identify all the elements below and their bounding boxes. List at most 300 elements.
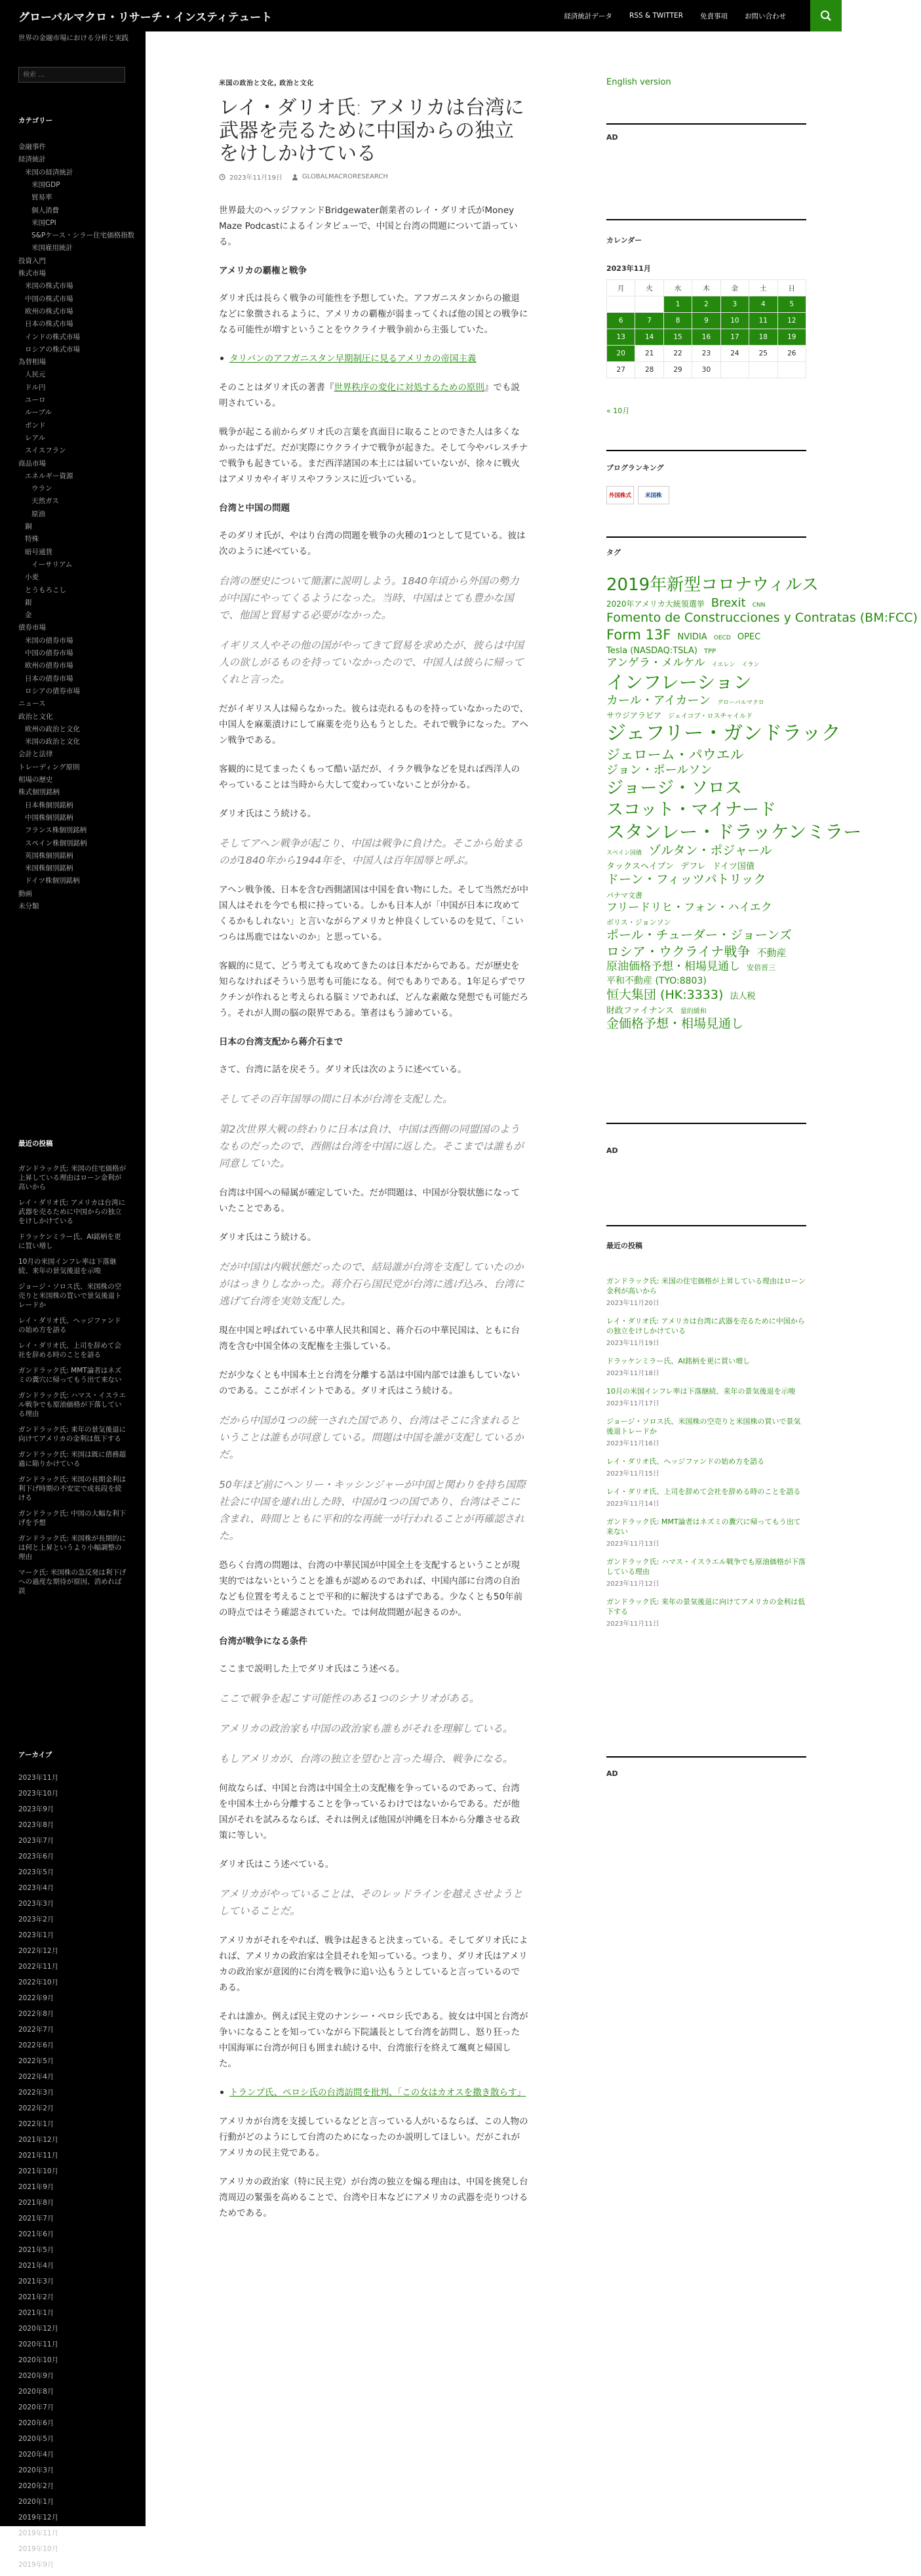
archive-link[interactable]: 2023年3月 xyxy=(18,1900,54,1908)
category-item[interactable]: 投資入門 xyxy=(18,256,46,265)
recent-post-link[interactable]: ガンドラック氏: 米国株が長期的には何と上昇というより小幅調整の理由 xyxy=(18,1535,127,1561)
recent-post-link[interactable]: ガンドラック氏: 米国の住宅価格が上昇している理由はローン金利が高いから xyxy=(606,1277,806,1295)
tag-link[interactable]: イラン xyxy=(741,662,760,669)
nav-item-1[interactable]: RSS & TWITTER xyxy=(629,12,683,20)
us-stock-banner[interactable]: 米国株 xyxy=(638,486,669,504)
category-item[interactable]: エネルギー資源 xyxy=(25,472,73,480)
category-item[interactable]: トレーディング原則 xyxy=(18,763,80,771)
search-button[interactable] xyxy=(810,0,842,31)
calendar-day[interactable]: 14 xyxy=(635,329,663,346)
tag-link[interactable]: スタンレー・ドラッケンミラー xyxy=(606,821,862,843)
tag-link[interactable]: フリードリヒ・フォン・ハイエク xyxy=(606,901,772,914)
calendar-table xyxy=(606,279,806,378)
calendar-day xyxy=(749,362,777,378)
category-item[interactable]: 株式市場 xyxy=(18,270,46,277)
paragraph-text: そのことはダリオ氏の著書『 xyxy=(219,382,334,393)
tag-link[interactable]: ゾルタン・ポジャール xyxy=(648,843,772,858)
category-item[interactable]: 米国の債券市場 xyxy=(25,636,73,645)
paragraph: アメリカの政治家（特に民主党）が台湾の独立を煽る理由は、中国を挑発し台湾周辺の緊張を高めることで、台湾や日本などにアメリカの武器を売りつけるためである。 xyxy=(219,2177,528,2219)
blockquote: そしてその百年国辱の間に日本が台湾を支配した。 xyxy=(219,1093,453,1105)
tag-link[interactable]: ジェフリー・ガンドラック xyxy=(606,722,841,745)
blockquote: だが中国は内戦状態だったので、結局誰が台湾を支配していたのかがはっきりしなかった。蒋介石ら国民党が台湾に逃げ込み、台湾に逃げて台湾を実効支配した。 xyxy=(219,1261,524,1307)
category-item[interactable]: フランス株個別銘柄 xyxy=(25,826,87,835)
category-item[interactable]: S&Pケース・シラー住宅価格指数 xyxy=(31,231,135,240)
recent-post-date: 2023年11月20日 xyxy=(606,1300,659,1307)
category-item[interactable]: 原油 xyxy=(31,510,45,518)
archive-link[interactable]: 2022年2月 xyxy=(18,2104,54,2112)
nav-item-2[interactable]: 免責事項 xyxy=(700,12,728,20)
tag-link[interactable]: スペイン国債 xyxy=(606,850,642,857)
paragraph: 恐らく台湾の問題は、台湾の中華民国が中国全土を支配するということが現実的ではないということを誰もが認めるのであれば、中国内部に台湾の自治なども位置を考えることで平和的に解決するはずである。少なくとも50年前の時点ではそう確認されていた。では何故問題が起きるのか。 xyxy=(219,1560,523,1618)
recent-post-date: 2023年11月17日 xyxy=(606,1400,659,1407)
recent-post-link[interactable]: ガンドラック氏: 米国の住宅価格が上昇している理由はローン金利が高いから xyxy=(18,1165,127,1191)
blockquote: ここで戦争を起こす可能性のある1つのシナリオがある。 xyxy=(219,1693,480,1704)
archive-link[interactable]: 2020年2月 xyxy=(18,2482,54,2490)
category-item[interactable]: 未分類 xyxy=(18,902,39,910)
tag-link[interactable]: ジョージ・ソロス xyxy=(606,778,742,799)
paragraph: アヘン戦争後、日本を含む西側諸国は中国を食い物にした。そして当然だが中国人はそれを今でも根に持っている。しかも日本人が「中国が日本に攻めてくるかもしれない」と言いながらアメリカと仲良くしているのを見て、「こいつらは馬鹿ではないのか」と思っている。 xyxy=(219,885,528,942)
post-meta xyxy=(219,172,528,182)
section-heading: アメリカの覇権と戦争 xyxy=(219,266,307,276)
archive-link[interactable]: 2020年9月 xyxy=(18,2372,54,2380)
tag-link[interactable]: ドイツ国債 xyxy=(712,862,754,872)
archive-link[interactable]: 2021年4月 xyxy=(18,2262,54,2270)
tag-link[interactable]: 原油価格予想・相場見通し xyxy=(606,960,740,973)
calendar-day: 21 xyxy=(635,346,663,362)
archive-link[interactable]: 2023年6月 xyxy=(18,1853,54,1861)
archive-link[interactable]: 2021年6月 xyxy=(18,2230,54,2238)
archive-link[interactable]: 2023年10月 xyxy=(18,1790,59,1798)
category-item[interactable]: 米国の政治と文化 xyxy=(25,738,80,746)
category-item[interactable]: ニュース xyxy=(18,700,46,708)
category-item[interactable]: 相場の歴史 xyxy=(18,776,53,784)
archive-link[interactable]: 2022年3月 xyxy=(18,2089,54,2097)
calendar-day[interactable]: 3 xyxy=(720,296,749,313)
archive-link[interactable]: 2022年8月 xyxy=(18,2010,54,2018)
widget-divider xyxy=(606,123,806,125)
recent-post-link[interactable]: ガンドラック氏: 米国の長期金利は利下げ時期の不安定で成長段を続ける xyxy=(18,1476,127,1502)
category-item[interactable]: 欧州の株式市場 xyxy=(25,307,73,315)
calendar-day[interactable]: 15 xyxy=(663,329,692,346)
archive-link[interactable]: 2023年11月 xyxy=(18,1774,59,1782)
tag-link[interactable]: NVIDIA xyxy=(677,632,707,642)
archive-link[interactable]: 2020年12月 xyxy=(18,2325,59,2333)
tag-link[interactable]: 量的緩和 xyxy=(680,1007,707,1015)
tag-link[interactable]: タックスヘイブン xyxy=(606,862,674,872)
recent-post-link[interactable]: レイ・ダリオ氏、上司を辞めて会社を辞める時のことを語る xyxy=(606,1487,801,1496)
category-item[interactable]: 銅 xyxy=(25,523,32,531)
blockquote: もしアメリカが、台湾の独立を望むと言った場合、戦争になる。 xyxy=(219,1753,513,1765)
calendar-day[interactable]: 10 xyxy=(720,313,749,329)
category-item[interactable]: ドル円 xyxy=(25,383,46,392)
category-item[interactable]: 個人消費 xyxy=(31,206,59,214)
archive-link[interactable]: 2022年10月 xyxy=(18,1979,59,1986)
calendar-week xyxy=(607,296,806,313)
archive-link[interactable]: 2021年10月 xyxy=(18,2167,59,2175)
category-item[interactable]: 動画 xyxy=(18,889,32,898)
tag-link[interactable]: OECD xyxy=(713,634,731,641)
calendar-prev-month[interactable]: « 10月 xyxy=(606,407,630,415)
calendar-weekday: 木 xyxy=(692,280,720,296)
calendar-day: 25 xyxy=(749,346,777,362)
category-item[interactable]: 貿易率 xyxy=(31,193,52,202)
category-item[interactable]: 金 xyxy=(25,611,32,620)
archive-link[interactable]: 2023年2月 xyxy=(18,1916,54,1923)
tag-link[interactable]: 金価格予想・相場見通し xyxy=(606,1016,744,1031)
category-item[interactable]: ポンド xyxy=(25,421,46,430)
tag-link[interactable]: パナマ文書 xyxy=(606,891,642,900)
category-item[interactable]: 米国の経済統計 xyxy=(25,168,73,176)
recent-posts-list xyxy=(18,1164,127,1602)
calendar-day: 28 xyxy=(635,362,663,378)
recent-post-item xyxy=(606,1356,806,1377)
tag-link[interactable]: OPEC xyxy=(737,632,761,642)
calendar-day[interactable]: 13 xyxy=(607,329,635,346)
widget-divider xyxy=(606,1756,806,1758)
category-item[interactable]: 中国の株式市場 xyxy=(25,294,73,303)
nav-item-0[interactable]: 経済統計データ xyxy=(564,12,613,20)
english-version-link[interactable]: English version xyxy=(606,77,671,87)
archive-link[interactable]: 2022年12月 xyxy=(18,1947,59,1955)
tag-link[interactable]: Tesla (NASDAQ:TSLA) xyxy=(606,646,697,656)
recent-post-link[interactable]: レイ・ダリオ氏: アメリカは台湾に武器を売るために中国からの独立をけしかけている xyxy=(18,1199,126,1225)
recent-post-link[interactable]: ガンドラック氏: MMT論者はネズミの糞穴に帰ってもう出て来ない xyxy=(606,1518,801,1536)
blockquote: だから中国が1つの統一された国であり、台湾はそこに含まれるということは誰もが同意している。問題は中国を誰が支配しているかだ。 xyxy=(219,1415,524,1460)
paragraph: さて、台湾に話を戻そう。ダリオ氏は次のように述べている。 xyxy=(219,1064,467,1075)
archive-link[interactable]: 2021年1月 xyxy=(18,2309,54,2317)
archive-link[interactable]: 2022年7月 xyxy=(18,2026,54,2034)
nav-item-3[interactable]: お問い合わせ xyxy=(745,12,786,20)
widget-divider xyxy=(606,450,806,451)
blockquote: 第2次世界大戦の終わりに日本は負け、中国は西側の同盟国のようなものだったので、西側は台湾を中国に返した。そこまでは誰もが同意していた。 xyxy=(219,1123,524,1169)
calendar-day: 23 xyxy=(692,346,720,362)
category-item[interactable]: 債券市場 xyxy=(18,624,46,632)
calendar-day xyxy=(720,362,749,378)
category-item[interactable]: 中国株個別銘柄 xyxy=(25,813,73,822)
tag-link[interactable]: 2020年アメリカ大統領選挙 xyxy=(606,599,705,609)
tag-link[interactable]: ボリス・ジョンソン xyxy=(606,918,671,927)
recent-post-link[interactable]: ガンドラック氏: ハマス・イスラエル戦争でも原油価格が下落している理由 xyxy=(606,1558,806,1576)
recent-post-link[interactable]: ドラッケンミラー氏、AI銘柄を更に買い増し xyxy=(18,1233,121,1250)
blockquote: 台湾の歴史について簡潔に説明しよう。1840年頃から外国の勢力が中国にやってくるようになった。当時、中国はとても豊かな国で、他国と貿易する必要がなかった。 xyxy=(219,575,519,621)
archive-link[interactable]: 2020年11月 xyxy=(18,2341,59,2348)
recent-post-link[interactable]: ガンドラック氏: MMT論者はネズミの糞穴に帰ってもう出て来ない xyxy=(18,1367,122,1384)
category-item[interactable]: 特殊 xyxy=(25,535,39,544)
calendar-weekday: 月 xyxy=(607,280,635,296)
category-item[interactable]: 商品市場 xyxy=(18,459,46,468)
related-link[interactable]: トランプ氏、ペロシ氏の台湾訪問を批判、「この女はカオスを撒き散らす」 xyxy=(219,2085,528,2101)
calendar-day[interactable]: 18 xyxy=(749,329,777,346)
category-item[interactable]: 株式個別銘柄 xyxy=(18,788,60,797)
category-item[interactable]: 経済統計 xyxy=(18,155,46,164)
calendar-day[interactable]: 1 xyxy=(663,296,692,313)
recent-post-item xyxy=(606,1487,806,1508)
archive-link[interactable]: 2021年5月 xyxy=(18,2246,54,2254)
calendar-day[interactable]: 20 xyxy=(607,346,635,362)
category-item[interactable]: 米国GDP xyxy=(31,180,60,189)
site-title[interactable]: グローバルマクロ・リサーチ・インスティテュート xyxy=(18,11,273,24)
recent-post-link[interactable]: マーク氏: 米国株の急反発は利下げへの過度な期待が原因、消めれば誤 xyxy=(18,1569,127,1595)
category-item[interactable]: 日本の株式市場 xyxy=(25,320,73,329)
tag-link[interactable]: ロシア・ウクライナ戦争 xyxy=(606,944,751,959)
paragraph: アメリカがそれをやれば、戦争は起きると決まっている。そしてダリオ氏によれば、アメリカの政治家は全員それを知っている。つまり、ダリオ氏はアメリカの政治家が意図的に台湾を戦争に追い込もうとしていると言っているのである。 xyxy=(219,1935,528,1993)
calendar-day[interactable]: 4 xyxy=(749,296,777,313)
tag-link[interactable]: ジョン・ポールソン xyxy=(606,763,713,777)
calendar-day[interactable]: 16 xyxy=(692,329,720,346)
calendar-day[interactable]: 12 xyxy=(777,313,806,329)
recent-post-link[interactable]: 10月の米国インフレ率は下落継続、来年の景気後退を示唆 xyxy=(606,1387,796,1396)
calendar-week xyxy=(607,362,806,378)
archive-link[interactable]: 2020年6月 xyxy=(18,2419,54,2427)
archive-link[interactable]: 2019年9月 xyxy=(18,2561,54,2569)
archive-link[interactable]: 2023年1月 xyxy=(18,1931,54,1939)
category-item[interactable]: とうもろこし xyxy=(25,586,66,594)
calendar-heading: カレンダー xyxy=(606,236,642,245)
category-item[interactable]: レアル xyxy=(25,433,46,442)
archive-link[interactable]: 2022年4月 xyxy=(18,2073,54,2081)
recent-post-link[interactable]: ジョージ・ソロス氏、米国株の空売りと米国株の買いで景気後退トレードか xyxy=(606,1417,801,1436)
recent-post-date: 2023年11月11日 xyxy=(606,1620,659,1628)
site-tagline: 世界の金融市場における分析と実践 xyxy=(18,34,128,42)
inline-link[interactable]: 世界秩序の変化に対処するための原則 xyxy=(334,382,484,393)
recent-post-link[interactable]: レイ・ダリオ氏、上司を辞めて会社を辞める時のことを語る xyxy=(18,1342,121,1359)
tag-link[interactable]: デフレ xyxy=(680,862,706,872)
archive-link[interactable]: 2021年9月 xyxy=(18,2183,54,2191)
sidebar-search-input[interactable] xyxy=(18,67,125,83)
recent-post-link[interactable]: ガンドラック氏: 米国は既に債務超過に陥りかけている xyxy=(18,1451,127,1468)
archive-link[interactable]: 2020年5月 xyxy=(18,2435,54,2443)
recent-post-date: 2023年11月15日 xyxy=(606,1470,659,1478)
calendar-week xyxy=(607,329,806,346)
paragraph: 台湾は中国への帰属が確定していた。だが問題は、中国が分裂状態になっていたことである。 xyxy=(219,1188,520,1214)
tag-link[interactable]: イエレン xyxy=(711,662,735,669)
post-title: レイ・ダリオ氏: アメリカは台湾に武器を売るために中国からの独立をけしかけている xyxy=(219,96,524,165)
paragraph: ダリオ氏はこう続ける。 xyxy=(219,809,317,819)
category-item[interactable]: 米国の株式市場 xyxy=(25,282,73,291)
archive-link[interactable]: 2022年6月 xyxy=(18,2042,54,2049)
post-date[interactable]: 2023年11月19日 xyxy=(229,174,283,182)
top-nav xyxy=(547,0,786,31)
tag-link[interactable]: Brexit xyxy=(711,595,746,610)
archive-link[interactable]: 2019年11月 xyxy=(18,2529,59,2537)
calendar-day[interactable]: 8 xyxy=(663,313,692,329)
tag-link[interactable]: ドーン・フィッツパトリック xyxy=(606,872,766,887)
tag-link[interactable]: 2019年新型コロナウィルス xyxy=(606,575,819,595)
archive-link[interactable]: 2023年4月 xyxy=(18,1884,54,1892)
tag-link[interactable]: 財政ファイナンス xyxy=(606,1005,674,1016)
paragraph: ダリオ氏はこう述べている。 xyxy=(219,1859,334,1870)
category-item[interactable]: 欧州の債券市場 xyxy=(25,662,73,670)
archive-link[interactable]: 2022年5月 xyxy=(18,2057,54,2065)
tag-link[interactable]: グローバルマクロ xyxy=(717,699,764,706)
archive-link[interactable]: 2020年3月 xyxy=(18,2466,54,2474)
tag-link[interactable]: ジェイコブ・ロスチャイルド xyxy=(668,713,753,720)
calendar-weekday: 土 xyxy=(749,280,777,296)
archive-link[interactable]: 2021年8月 xyxy=(18,2199,54,2207)
blockquote: イギリス人やその他の国がやってきて貿易を求めたが、彼らは中国人の欲しがるものを持っていなかったので、中国人は彼らに帰ってくれと言った。 xyxy=(219,639,524,685)
archive-link[interactable]: 2021年12月 xyxy=(18,2136,59,2144)
category-item[interactable]: インドの株式市場 xyxy=(25,332,80,341)
calendar-day[interactable]: 9 xyxy=(692,313,720,329)
category-item[interactable]: 暗号通貨 xyxy=(25,548,52,556)
archive-link[interactable]: 2021年11月 xyxy=(18,2152,59,2160)
paragraph: ダリオ氏は長らく戦争の可能性を予想していた。アフガニスタンからの撤退などに象徴されるように、アメリカの覇権が弱まってくれば他の国との戦争になる可能性が増すということをウクライナ戦争前から主張していた。 xyxy=(219,293,528,335)
recent-post-link[interactable]: レイ・ダリオ氏: アメリカは台湾に武器を売るために中国からの独立をけしかけている xyxy=(606,1317,805,1335)
recent-post-link[interactable]: ガンドラック氏: ハマス・イスラエル戦争でも原油価格が下落している理由 xyxy=(18,1392,127,1418)
paragraph: ここまで説明した上でダリオ氏はこう述べる。 xyxy=(219,1664,405,1674)
post-categories[interactable]: 米国の政治と文化, 政治と文化 xyxy=(219,80,314,87)
tag-link[interactable]: Form 13F xyxy=(606,626,671,643)
recent-post-date: 2023年11月18日 xyxy=(606,1370,659,1377)
archive-link[interactable]: 2020年8月 xyxy=(18,2388,54,2396)
calendar-day[interactable]: 5 xyxy=(777,296,806,313)
clock-icon xyxy=(219,174,225,180)
archive-link[interactable]: 2023年8月 xyxy=(18,1821,54,1829)
widget-divider xyxy=(606,536,806,538)
tag-link[interactable]: スコット・マイナード xyxy=(606,799,776,820)
recent-post-date: 2023年11月16日 xyxy=(606,1440,659,1447)
category-item[interactable]: 為替相場 xyxy=(18,358,46,367)
archive-link[interactable]: 2019年12月 xyxy=(18,2514,59,2522)
recent-post-link[interactable]: ドラッケンミラー氏、AI銘柄を更に買い増し xyxy=(606,1357,750,1365)
category-item[interactable]: 政治と文化 xyxy=(18,712,53,721)
calendar-day[interactable]: 17 xyxy=(720,329,749,346)
category-item[interactable]: 中国の債券市場 xyxy=(25,649,73,657)
search-icon xyxy=(820,10,832,22)
archive-link[interactable]: 2021年2月 xyxy=(18,2293,54,2301)
tag-link[interactable]: 安倍晋三 xyxy=(747,963,776,972)
calendar-caption: 2023年11月 xyxy=(606,264,651,273)
section-heading: 台湾と中国の問題 xyxy=(219,503,290,513)
tag-link[interactable]: 不動産 xyxy=(756,947,787,959)
recent-posts-heading: 最近の投稿 xyxy=(18,1140,53,1148)
archive-link[interactable]: 2021年7月 xyxy=(18,2215,54,2223)
archive-link[interactable]: 2022年11月 xyxy=(18,1963,59,1971)
paragraph: 現在中国と呼ばれている中華人民共和国と、蒋介石の中華民国は、ともに台湾を含む中国全体の支配権を主張している。 xyxy=(219,1325,520,1352)
recent-post-link[interactable]: レイ・ダリオ氏、ヘッジファンドの始め方を語る xyxy=(18,1317,121,1334)
archive-link[interactable]: 2021年3月 xyxy=(18,2278,54,2285)
tag-link[interactable]: ポール・チューダー・ジョーンズ xyxy=(606,928,792,943)
recent-post-item xyxy=(606,1517,806,1548)
category-item[interactable]: スペイン株個別銘柄 xyxy=(25,839,87,847)
tag-link[interactable]: 恒大集団 (HK:3333) xyxy=(606,987,724,1002)
category-item[interactable]: ロシアの株式市場 xyxy=(25,345,80,353)
tag-link[interactable]: インフレーション xyxy=(606,671,752,693)
ad-label: AD xyxy=(606,1146,618,1155)
archive-link[interactable]: 2022年1月 xyxy=(18,2120,54,2128)
category-item[interactable]: 天然ガス xyxy=(31,497,59,506)
category-item[interactable]: 米国株個別銘柄 xyxy=(25,864,73,873)
archive-link[interactable]: 2020年10月 xyxy=(18,2356,59,2364)
category-item[interactable]: 欧州の政治と文化 xyxy=(25,725,80,733)
category-item[interactable]: 小麦 xyxy=(25,573,39,582)
archive-link[interactable]: 2020年4月 xyxy=(18,2451,54,2459)
archive-link[interactable]: 2019年10月 xyxy=(18,2545,59,2553)
tag-link[interactable]: カール・アイカーン xyxy=(606,693,711,708)
recent-post-link[interactable]: 10月の米国インフレ率は下落継続、来年の景気後退を示唆 xyxy=(18,1258,117,1275)
category-item[interactable]: ロシアの債券市場 xyxy=(25,687,80,695)
paragraph: 客観的に見てまったくもって酷い話だが、イラク戦争などを見れば西洋人のやっていることは当時から大して変わっていないことが分かる。 xyxy=(219,764,520,790)
top-bar xyxy=(0,0,842,31)
archive-link[interactable]: 2023年7月 xyxy=(18,1837,54,1845)
category-item[interactable]: ウラン xyxy=(31,485,52,493)
tag-link[interactable]: ジェローム・パウエル xyxy=(606,746,744,763)
category-item[interactable]: 人民元 xyxy=(25,371,46,379)
blockquote: そしてアヘン戦争が起こり、中国は戦争に負けた。そこから始まるのが1840年から1944年を、中国人は百年国辱と呼ぶ。 xyxy=(219,837,524,866)
paragraph: アメリカが台湾を支援しているなどと言っている人がいるならば、この人物の行動がどのようにして台湾のためになったのか説明してほしい。だがこれがアメリカの民主党である。 xyxy=(219,2116,528,2158)
tag-link[interactable]: TPP xyxy=(704,648,716,655)
foreign-stock-banner[interactable]: 外国株式 xyxy=(606,486,634,504)
section-heading: 日本の台湾支配から蒋介石まで xyxy=(219,1037,343,1047)
archive-list xyxy=(18,1773,127,2576)
recent-post-link[interactable]: ジョージ・ソロス氏、米国株の空売りと米国株の買いで景気後退トレードか xyxy=(18,1283,122,1309)
category-item[interactable]: 日本株個別銘柄 xyxy=(25,801,73,809)
calendar-day[interactable]: 2 xyxy=(692,296,720,313)
paragraph: 戦争が起こる前からダリオ氏の言葉を真面目に取ることのできた人は多くなかったはずだ。だが実際にウクライナで戦争が起きた。そして今やパレスチナで戦争も起きている。まだ西洋諸国の本土には届いていないが、徐々に戦火はアメリカやイギリスやフランスに近づいている。 xyxy=(219,427,528,485)
paragraph: 客観的に見て、どう考えても攻めてきたのは日本だからである。だが歴史を知らなければそういう思考も可能になる。何でもありである。1年足らずでワクチンが作れると考えられる脳ミソであれば、どんな素敵な発想でも可能だろう。それが人間の脳の限界である。筆者はもう諦めている。 xyxy=(219,961,528,1018)
calendar-day[interactable]: 7 xyxy=(635,313,663,329)
category-item[interactable]: 米国CPI xyxy=(31,218,56,227)
category-item[interactable]: ユーロ xyxy=(25,396,46,404)
category-item[interactable]: 会計と法律 xyxy=(18,750,53,759)
calendar-weekday: 火 xyxy=(635,280,663,296)
category-item[interactable]: 金融事件 xyxy=(18,143,46,151)
archive-link[interactable]: 2020年1月 xyxy=(18,2498,54,2506)
tag-link[interactable]: アンゲラ・メルケル xyxy=(606,656,705,670)
recent-post-link[interactable]: ガンドラック氏: 来年の景気後退に向けてアメリカの金利は低下する xyxy=(18,1426,127,1443)
recent-post-link[interactable]: ガンドラック氏: 来年の景気後退に向けてアメリカの金利は低下する xyxy=(606,1598,806,1616)
recent-posts-heading: 最近の投稿 xyxy=(606,1241,642,1250)
post-author[interactable]: GLOBALMACRORESEARCH xyxy=(302,173,388,180)
category-item[interactable]: 銀 xyxy=(25,598,32,607)
calendar-day[interactable]: 11 xyxy=(749,313,777,329)
archive-link[interactable]: 2023年5月 xyxy=(18,1868,54,1876)
archive-link[interactable]: 2023年9月 xyxy=(18,1805,54,1813)
recent-post-date: 2023年11月14日 xyxy=(606,1500,659,1508)
blockquote: アメリカがやっていることは、そのレッドラインを越えさせようとしていることだ。 xyxy=(219,1888,523,1917)
archive-link[interactable]: 2022年9月 xyxy=(18,1994,54,2002)
tag-link[interactable]: 法人税 xyxy=(730,991,756,1001)
blockquote: 50年ほど前にヘンリー・キッシンジャーが中国と関わりを持ち国際社会に中国を連れ出した時、中国が1つの国であり、台湾はそこに含まれ、時間とともに平和的な再統一が行われることが再確認された。 xyxy=(219,1479,526,1542)
calendar-day xyxy=(777,362,806,378)
recent-post-link[interactable]: ガンドラック氏: 中国の大幅な利下げを予想 xyxy=(18,1510,127,1527)
tag-link[interactable]: 平和不動産 (TYO:8803) xyxy=(606,976,707,987)
widget-divider xyxy=(606,1225,806,1226)
tag-link[interactable]: サウジアラビア xyxy=(606,711,662,720)
category-item[interactable]: ルーブル xyxy=(25,409,52,417)
calendar-day: 26 xyxy=(777,346,806,362)
categories-heading: カテゴリー xyxy=(18,117,53,125)
archive-heading: アーカイブ xyxy=(18,1751,52,1759)
recent-post-item xyxy=(606,1597,806,1628)
recent-post-link[interactable]: レイ・ダリオ氏、ヘッジファンドの始め方を語る xyxy=(606,1457,765,1466)
category-item[interactable]: 米国雇用統計 xyxy=(31,244,73,252)
tag-link[interactable]: Fomento de Construcciones y Contratas (BM:FCC) xyxy=(606,611,918,625)
category-item[interactable]: イーサリアム xyxy=(31,560,73,569)
archive-link[interactable]: 2020年7月 xyxy=(18,2404,54,2411)
category-item[interactable]: 英国株個別銘柄 xyxy=(25,851,73,860)
category-item[interactable]: ドイツ株個別銘柄 xyxy=(25,877,80,885)
category-item[interactable]: スイスフラン xyxy=(25,447,66,455)
related-link[interactable]: タリバンのアフガニスタン早期制圧に見るアメリカの帝国主義 xyxy=(219,351,528,367)
category-item[interactable]: 日本の債券市場 xyxy=(25,674,73,683)
paragraph: だが少なくとも中国本土と台湾を分離する話は中国内部では誰もしていないのである。ここがポイントである。ダリオ氏はこう続ける。 xyxy=(219,1370,520,1396)
tag-link[interactable]: CNN xyxy=(752,601,766,609)
calendar-day[interactable]: 19 xyxy=(777,329,806,346)
section-heading: 台湾が戦争になる条件 xyxy=(219,1636,307,1647)
calendar-day[interactable]: 6 xyxy=(607,313,635,329)
ranking-banners xyxy=(606,486,692,506)
